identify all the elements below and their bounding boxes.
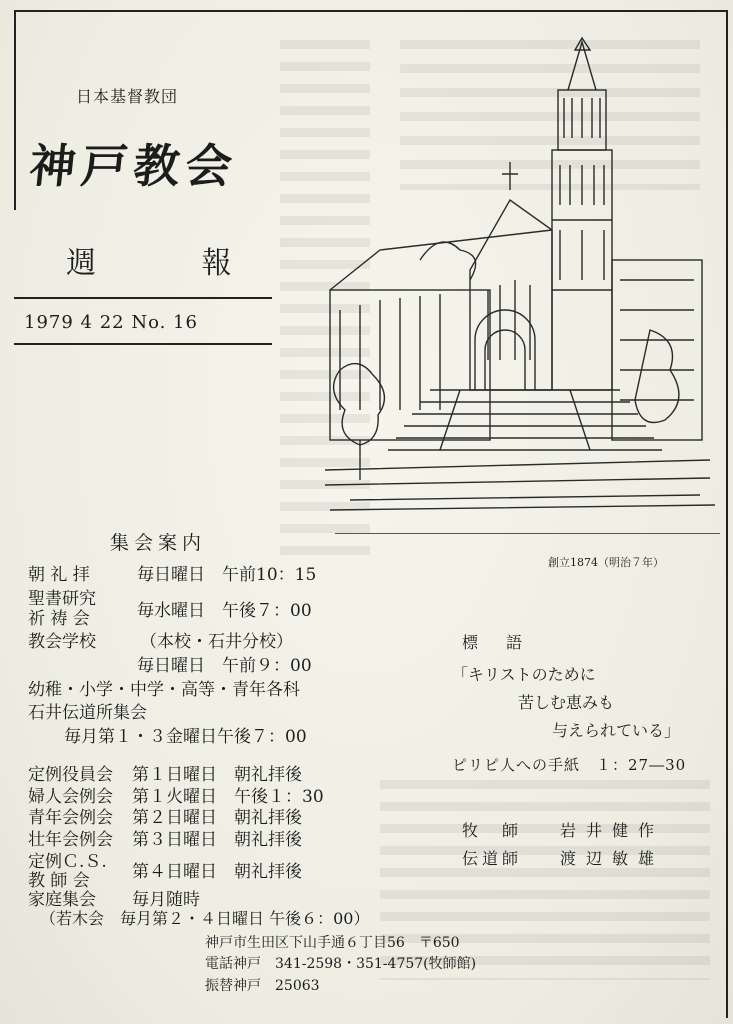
staff-role: 伝道師: [462, 849, 523, 868]
divider: [14, 343, 272, 345]
meeting-name: （若木会 毎月第２・４日曜日 午後６：00）: [40, 909, 370, 928]
motto-label: 標語: [462, 633, 551, 652]
meeting-schedule: 第４日曜日 朝礼拝後: [132, 862, 302, 882]
publication-title: 週 報: [66, 246, 280, 281]
motto-line: 苦しむ恵みも: [518, 693, 615, 712]
meeting-schedule: 毎日曜日 午前９：00: [137, 656, 312, 676]
church-address: 神戸市生田区下山手通６丁目56 〒650: [205, 935, 460, 951]
page-border-left: [14, 10, 16, 210]
church-phone: 電話神戸 341-2598・351-4757(牧師館): [205, 956, 477, 972]
meeting-name: 幼稚・小学・中学・高等・青年各科: [28, 680, 300, 700]
postal-transfer: 振替神戸 25063: [205, 978, 320, 994]
meeting-schedule: （本校・石井分校）: [140, 632, 293, 652]
illustration-caption: 創立1874（明治７年）: [548, 556, 664, 569]
organization-name: 日本基督教団: [76, 87, 179, 106]
meeting-name: 石井伝道所集会: [28, 703, 147, 723]
meeting-name: 聖書研究: [28, 589, 96, 609]
motto-reference: ピリピ人への手紙 １：27―30: [452, 756, 687, 774]
meeting-name: 教 師 会: [28, 871, 90, 891]
staff-name: 渡辺敏雄: [560, 849, 665, 868]
illustration-divider: [335, 533, 720, 534]
meeting-schedule: 第１日曜日 朝礼拝後: [132, 765, 302, 785]
church-illustration: [320, 30, 720, 530]
meeting-name: 教会学校: [28, 632, 96, 652]
meeting-name: 青年会例会: [28, 808, 113, 828]
meeting-schedule: 第１火曜日 午後１：30: [132, 787, 324, 807]
motto-line: 「キリストのために: [452, 665, 596, 684]
meeting-name: 家庭集会: [28, 890, 96, 910]
meeting-schedule: 毎水曜日 午後７：00: [137, 601, 312, 621]
issue-line: 1979 4 22 No. 16: [24, 312, 198, 333]
motto-line: 与えられている」: [552, 721, 681, 740]
meeting-name: 朝 礼 拝: [28, 565, 90, 585]
meeting-name: 定例Ｃ.Ｓ.: [28, 852, 107, 872]
meeting-name: 婦人会例会: [28, 787, 113, 807]
church-name-title: 神戸教会: [26, 139, 241, 193]
meetings-title: 集会案内: [110, 532, 207, 554]
meeting-schedule: 第２日曜日 朝礼拝後: [132, 808, 302, 828]
staff-role: 牧 師: [462, 821, 523, 840]
divider: [14, 297, 272, 299]
meeting-name: 壮年会例会: [28, 830, 113, 850]
meeting-name: 祈 祷 会: [28, 609, 90, 629]
staff-name: 岩井健作: [560, 821, 665, 840]
meeting-schedule: 第３日曜日 朝礼拝後: [132, 830, 302, 850]
meeting-name: 定例役員会: [28, 765, 113, 785]
meeting-schedule: 毎日曜日 午前10：15: [137, 565, 317, 585]
meeting-schedule: 毎月随時: [132, 890, 200, 910]
meeting-schedule: 毎月第１・３金曜日午後７：00: [64, 727, 307, 747]
